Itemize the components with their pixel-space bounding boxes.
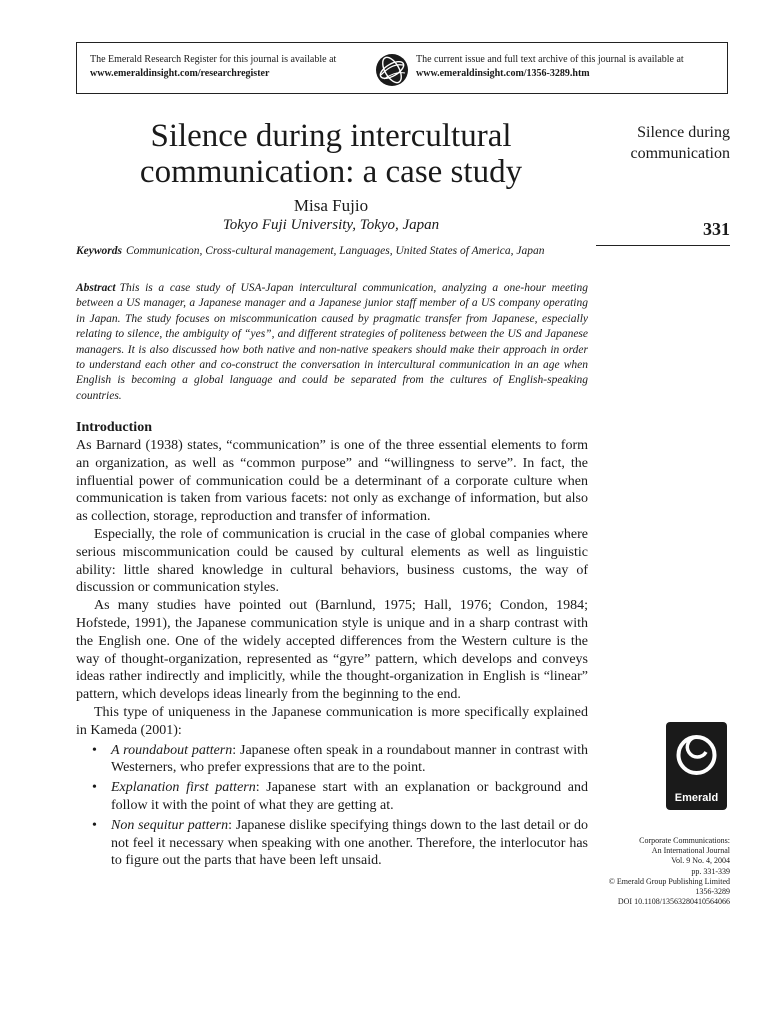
section-heading-introduction: Introduction (76, 420, 152, 435)
list-item-term: Non sequitur pattern (111, 817, 229, 833)
bullet-mark: • (92, 742, 97, 758)
page-number: 331 (703, 219, 730, 239)
paragraph: As many studies have pointed out (Barnlund, 1975; Hall, 1976; Condon, 1984; Hofstede, 1991), the Japanese communication style is unique and in a sharp contrast with the English one. One of the widely accepted differences from the Western culture is the way of thought-organization, represented as “gyre” pattern, which develops and conveys ideas rather indirectly and implicitly, while the thought-organization in English is “linear” pattern, which develops ideas linearly from the beginning to the end. (76, 598, 588, 703)
list-item (76, 817, 588, 870)
keywords-text: Communication, Cross-cultural management, Languages, United States of America, Japan (126, 245, 545, 257)
emerald-swirl-icon (666, 722, 727, 784)
list-item-term: A roundabout pattern (111, 742, 233, 758)
globe-icon (375, 53, 409, 87)
header-left-text: The Emerald Research Register for this journal is available at (90, 54, 337, 65)
header-left (90, 53, 380, 81)
journal-name: Corporate Communications: (639, 836, 730, 845)
copyright: © Emerald Group Publishing Limited (608, 876, 730, 886)
list-item-text: : Japanese start with an explanation or background and follow it with the point of what they are getting at. (111, 780, 588, 813)
journal-info (585, 836, 730, 907)
header-right-text: The current issue and full text archive of this journal is available at (416, 54, 684, 65)
article-title: Silence during intercultural communication: a case study (139, 118, 523, 190)
paragraph: As Barnard (1938) states, “communication” is one of the three essential elements to form an organization, as well as “common purpose” and “willingness to serve”. In fact, the influential power of communication could be a determinant of a corporate culture when communication is taken from various facets: not only as exchange of information, but also as collection, storage, reproduction and transfer of information. (76, 438, 588, 525)
list-item-term: Explanation first pattern (111, 780, 256, 796)
doi: DOI 10.1108/13563280410564066 (617, 897, 730, 907)
abstract-text: This is a case study of USA-Japan intercultural communication, analyzing a one-hour meeting between a US manager, a Japanese manager and a Japanese junior staff member of a US company operating in Japan. The study focuses on miscommunication caused by pragmatic transfer from Japanese, especially relating to silence, the ambiguity of “yes”, and different strategies of politeness between the US and Japanese managers. It is also discussed how both native and non-native speakers should make their approach in order to understand each other and co-construct the conversation in intercultural communication in an age when English is becoming a global language and could be separated from the cultures of English-speaking countries. (76, 282, 588, 402)
journal-archive-link[interactable]: www.emeraldinsight.com/1356-3289.htm (416, 68, 590, 79)
author-name: Misa Fujio (293, 196, 369, 215)
running-title: Silence during communication (630, 124, 730, 162)
pattern-list (76, 742, 588, 871)
bullet-mark: • (92, 817, 97, 833)
list-item-text: : Japanese often speak in a roundabout manner in contrast with Westerners, who prefer expressions that are to the point. (111, 742, 588, 776)
issn: 1356-3289 (695, 887, 730, 897)
journal-volume: Vol. 9 No. 4, 2004 (671, 856, 730, 866)
body-text (76, 419, 588, 870)
bullet-mark: • (92, 780, 97, 796)
abstract-label: Abstract (76, 282, 116, 294)
abstract (76, 281, 588, 404)
keywords-label: Keywords (76, 245, 122, 257)
list-item (76, 742, 588, 778)
journal-subtitle: An International Journal (651, 846, 730, 856)
paragraph: Especially, the role of communication is crucial in the case of global companies where serious miscommunication could be caused by cultural elements as well as linguistic ability: little shared knowledge in cultural behaviors, business customs, the way of discussion or communication styles. (76, 526, 588, 596)
list-item (76, 779, 588, 815)
header-right (416, 53, 726, 81)
emerald-logo (666, 722, 727, 810)
page-number-rule (596, 245, 730, 246)
author-affiliation: Tokyo Fuji University, Tokyo, Japan (222, 217, 440, 233)
list-item-text: : Japanese dislike specifying things down to the last detail or do not feel it necessary when speaking with one another. Therefore, the interlocutor has to figure out the parts that have been left unsaid. (111, 817, 589, 869)
emerald-logo-text: Emerald (674, 792, 719, 804)
journal-header-box (76, 42, 728, 94)
journal-pages: pp. 331-339 (691, 866, 730, 876)
keywords (76, 244, 588, 259)
research-register-link[interactable]: www.emeraldinsight.com/researchregister (90, 68, 270, 79)
paragraph: This type of uniqueness in the Japanese communication is more specifically explained in Kameda (2001): (76, 704, 588, 738)
